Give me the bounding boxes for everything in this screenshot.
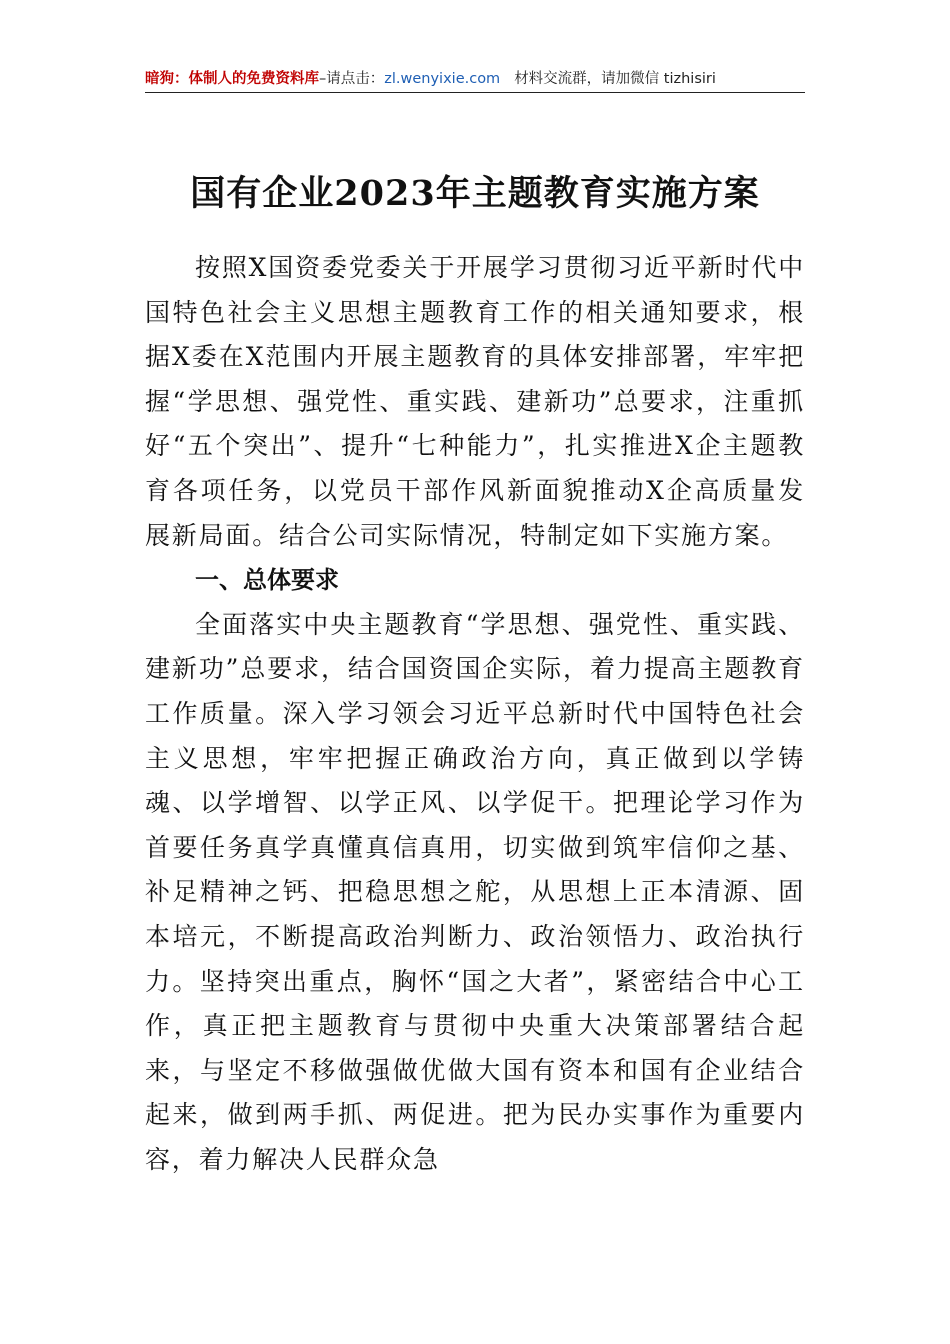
header-contact: 材料交流群，请加微信 tizhisiri	[514, 71, 716, 87]
document-title: 国有企业2023年主题教育实施方案	[190, 173, 760, 214]
page-header	[145, 66, 805, 93]
header-brand: 暗狗：体制人的免费资料库	[145, 71, 319, 87]
section-paragraph-general-requirements: 全面落实中央主题教育“学思想、强党性、重实践、建新功”总要求，结合国资国企实际，着力提高主题教育工作质量。深入学习领会习近平总新时代中国特色社会主义思想，牢牢把握正确政治方向，真正做到以学铸魂、以学增智、以学正风、以学促干。把理论学习作为首要任务真学真懂真信真用，切实做到筑牢信仰之基、补足精神之钙、把稳思想之舵，从思想上正本清源、固本培元，不断提高政治判断力、政治领悟力、政治执行力。坚持突出重点，胸怀“国之大者”，紧密结合中心工作，真正把主题教育与贯彻中央重大决策部署结合起来，与坚定不移做强做优做大国有资本和国有企业结合起来，做到两手抓、两促进。把为民办实事作为重要内容，着力解决人民群众急	[145, 609, 805, 1174]
header-link-prefix: –请点击：	[319, 71, 385, 87]
document-body	[145, 246, 805, 1182]
intro-paragraph: 按照X国资委党委关于开展学习贯彻习近平新时代中国特色社会主义思想主题教育工作的相关通知要求，根据X委在X范围内开展主题教育的具体安排部署，牢牢把握“学思想、强党性、重实践、建新功”总要求，注重抓好“五个突出”、提升“七种能力”，扎实推进X企主题教育各项任务，以党员干部作风新面貌推动X企高质量发展新局面。结合公司实际情况，特制定如下实施方案。	[145, 253, 805, 550]
header-url-link[interactable]: zl.wenyixie.com	[384, 71, 501, 87]
section-heading-general-requirements: 一、总体要求	[195, 566, 339, 595]
